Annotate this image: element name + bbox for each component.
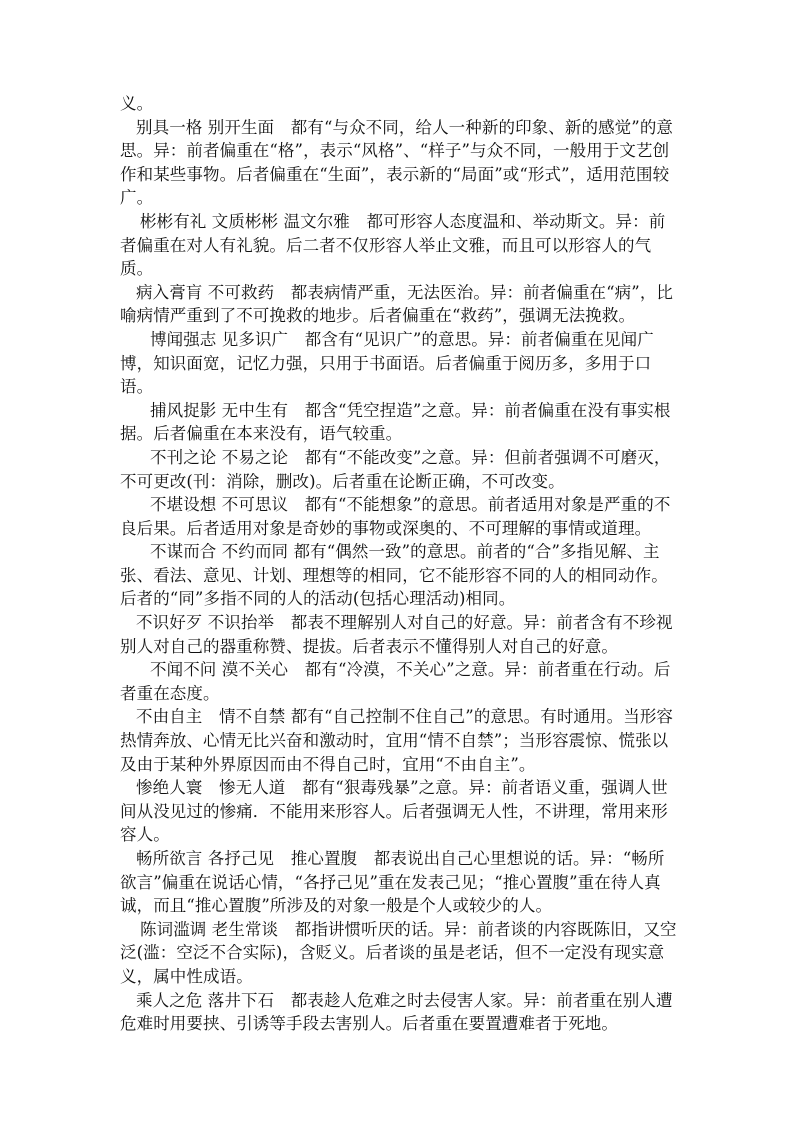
paragraph: 博闻强志 见多识广 都含有“见识广”的意思。异：前者偏重在见闻广博，知识面宽，记忆力强，只用于书面语。后者偏重于阅历多，多用于口语。 xyxy=(120,329,654,397)
paragraph: 不识好歹 不识抬举 都表不理解别人对自己的好意。异：前者含有不珍视别人对自己的器重称赞、提拔。后者表示不懂得别人对自己的好意。 xyxy=(120,613,673,656)
paragraph: 捕风捉影 无中生有 都含“凭空捏造”之意。异：前者偏重在没有事实根据。后者偏重在本来没有，语气较重。 xyxy=(120,400,671,444)
paragraph: 惨绝人寰 惨无人道 都有“狠毒残暴”之意。异：前者语义重，强调人世间从没见过的惨痛．不能用来形容人。后者强调无人性，不讲理，常用来形容人。 xyxy=(120,778,668,845)
paragraph: 不谋而合 不约而同 都有“偶然一致”的意思。前者的“合”多指见解、主张、看法、意见、计划、理想等的相同，它不能形容不同的人的相同动作。后者的“同”多指不同的人的活动(包括心理活动)相同。 xyxy=(120,542,668,609)
paragraph: 不堪设想 不可思议 都有“不能想象”的意思。前者适用对象是严重的不良后果。后者适用对象是奇妙的事物或深奥的、不可理解的事情或道理。 xyxy=(120,495,671,538)
document-body xyxy=(120,92,680,1036)
paragraph: 不刊之论 不易之论 都有“不能改变”之意。异：但前者强调不可磨灭，不可更改(刊：消除，删改)。后者重在论断正确，不可改变。 xyxy=(120,447,671,491)
paragraph: 病入膏肓 不可救药 都表病情严重，无法医治。异：前者偏重在“病”，比喻病情严重到了不可挽救的地步。后者偏重在“救药”，强调无法挽救。 xyxy=(120,282,674,326)
paragraph: 不由自主 情不自禁 都有“自己控制不住自己”的意思。有时通用。当形容热情奔放、心情无比兴奋和激动时，宜用“情不自禁”；当形容震惊、慌张以及由于某种外界原因而由不得自己时，宜用“不由自主”。 xyxy=(120,707,674,774)
paragraph: 义。 xyxy=(120,94,154,113)
paragraph: 畅所欲言 各抒己见 推心置腹 都表说出自己心里想说的话。异：“畅所欲言”偏重在说话心情，“各抒己见”重在发表己见；“推心置腹”重在待人真诚，而且“推心置腹”所涉及的对象一般是个人或较少的人。 xyxy=(120,849,665,916)
paragraph: 不闻不问 漠不关心 都有“冷漠，不关心”之意。异：前者重在行动。后者重在态度。 xyxy=(120,660,671,703)
paragraph: 彬彬有礼 文质彬彬 温文尔雅 都可形容人态度温和、举动斯文。异：前者偏重在对人有礼貌。后二者不仅形容人举止文雅，而且可以形容人的气质。 xyxy=(120,211,666,279)
paragraph: 别具一格 别开生面 都有“与众不同，给人一种新的印象、新的感觉”的意思。异：前者偏重在“格”，表示“风格”、“样子”与众不同，一般用于文艺创作和某些事物。后者偏重在“生面”，表示新的“局面”或“形式”，适用范围较广。 xyxy=(120,117,674,208)
paragraph: 陈词滥调 老生常谈 都指讲惯听厌的话。异：前者谈的内容既陈旧，又空泛(滥：空泛不合实际)，含贬义。后者谈的虽是老话，但不一定没有现实意义，属中性成语。 xyxy=(120,919,677,986)
paragraph: 乘人之危 落井下石 都表趁人危难之时去侵害人家。异：前者重在别人遭危难时用要挟、引诱等手段去害别人。后者重在要置遭难者于死地。 xyxy=(120,990,673,1034)
